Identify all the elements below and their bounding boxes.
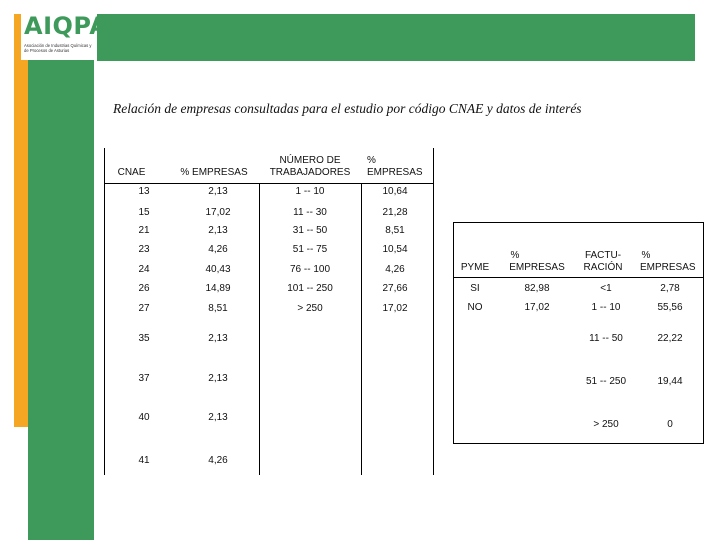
cell-pct: 40,43 xyxy=(205,264,231,275)
cell-cnae: 26 xyxy=(138,283,150,294)
cell-cnae: 24 xyxy=(138,264,150,275)
cell-pct: 2,13 xyxy=(208,225,228,236)
cell-pct: 8,51 xyxy=(208,303,228,314)
cell-pyme: SI xyxy=(470,283,480,294)
cell-pct-empresas: 10,54 xyxy=(382,244,408,255)
cell-pct: 82,98 xyxy=(524,283,550,294)
cell-cnae: 37 xyxy=(138,373,150,384)
cell-pct-empresas: 4,26 xyxy=(385,264,405,275)
cell-trabajadores: 1 -- 10 xyxy=(295,186,325,197)
table-border xyxy=(433,148,434,475)
cell-facturacion: <1 xyxy=(600,283,612,294)
cell-pyme: NO xyxy=(467,302,483,313)
cell-facturacion: 11 -- 50 xyxy=(589,333,623,344)
cell-pct-empresas: 8,51 xyxy=(385,225,405,236)
cell-facturacion: > 250 xyxy=(593,419,619,430)
cell-pct: 4,26 xyxy=(208,455,228,466)
table-border xyxy=(453,443,704,444)
cell-pct-empresas: 27,66 xyxy=(382,283,408,294)
header-pct-empresas2-line2: EMPRESAS xyxy=(367,167,423,178)
cell-pct: 4,26 xyxy=(208,244,228,255)
cell-trabajadores: 76 -- 100 xyxy=(289,264,331,275)
cell-pct: 17,02 xyxy=(524,302,550,313)
table-border xyxy=(453,222,704,223)
cell-pct: 2,13 xyxy=(208,373,228,384)
cell-pct-empresas: 0 xyxy=(667,419,673,430)
cell-cnae: 21 xyxy=(138,225,150,236)
cell-pct-empresas: 19,44 xyxy=(657,376,683,387)
header-pct-empresas2-line1: % xyxy=(367,155,376,166)
cell-cnae: 15 xyxy=(138,207,150,218)
header-num-trabajadores-line1: NÚMERO DE xyxy=(279,155,341,166)
cell-cnae: 35 xyxy=(138,333,150,344)
decorative-green-bar xyxy=(28,14,94,540)
header-facturacion-line2: RACIÓN xyxy=(583,262,623,273)
header-num-trabajadores-line2: TRABAJADORES xyxy=(269,167,351,178)
header-pct2-line1: % xyxy=(641,250,651,261)
header-facturacion-line1: FACTU- xyxy=(584,250,622,261)
cell-pct-empresas: 55,56 xyxy=(657,302,683,313)
cell-pct: 2,13 xyxy=(208,412,228,423)
header-banner xyxy=(97,14,695,61)
cell-pct-empresas: 17,02 xyxy=(382,303,408,314)
cell-pct-empresas: 22,22 xyxy=(657,333,683,344)
cell-cnae: 23 xyxy=(138,244,150,255)
cell-pct: 14,89 xyxy=(205,283,231,294)
table-border xyxy=(453,222,454,444)
cell-facturacion: 51 -- 250 xyxy=(585,376,627,387)
cell-pct-empresas: 10,64 xyxy=(382,186,408,197)
cell-trabajadores: 51 -- 75 xyxy=(292,244,328,255)
cell-trabajadores: 31 -- 50 xyxy=(292,225,328,236)
decorative-yellow-bar xyxy=(14,14,28,427)
cell-cnae: 27 xyxy=(138,303,150,314)
cell-pct-empresas: 21,28 xyxy=(382,207,408,218)
header-pct-empresas: % EMPRESAS xyxy=(180,167,248,178)
cell-trabajadores: > 250 xyxy=(297,303,323,314)
table-border xyxy=(703,222,704,444)
cell-pct: 2,13 xyxy=(208,186,228,197)
header-pyme: PYME xyxy=(460,262,490,273)
page-caption: Relación de empresas consultadas para el estudio por código CNAE y datos de interés xyxy=(113,101,582,116)
cell-cnae: 40 xyxy=(138,412,150,423)
cell-pct-empresas: 2,78 xyxy=(660,283,680,294)
header-pct-line1: % xyxy=(510,250,520,261)
cell-cnae: 41 xyxy=(138,455,150,466)
header-pct2-line2: EMPRESAS xyxy=(640,262,696,273)
table-divider xyxy=(453,277,704,278)
table-divider xyxy=(104,183,434,184)
header-pct-line2: EMPRESAS xyxy=(509,262,565,273)
logo-name: AIQPA xyxy=(24,12,109,40)
cell-pct: 2,13 xyxy=(208,333,228,344)
cell-pct: 17,02 xyxy=(205,207,231,218)
cell-trabajadores: 11 -- 30 xyxy=(293,207,327,218)
header-cnae: CNAE xyxy=(117,167,146,178)
logo xyxy=(21,12,109,60)
logo-subtitle: Asociación de Industrias Químicas y de Procesos de Asturias xyxy=(24,43,92,53)
table-border xyxy=(104,148,105,475)
cell-facturacion: 1 -- 10 xyxy=(591,302,621,313)
cell-cnae: 13 xyxy=(138,186,150,197)
cell-trabajadores: 101 -- 250 xyxy=(287,283,333,294)
